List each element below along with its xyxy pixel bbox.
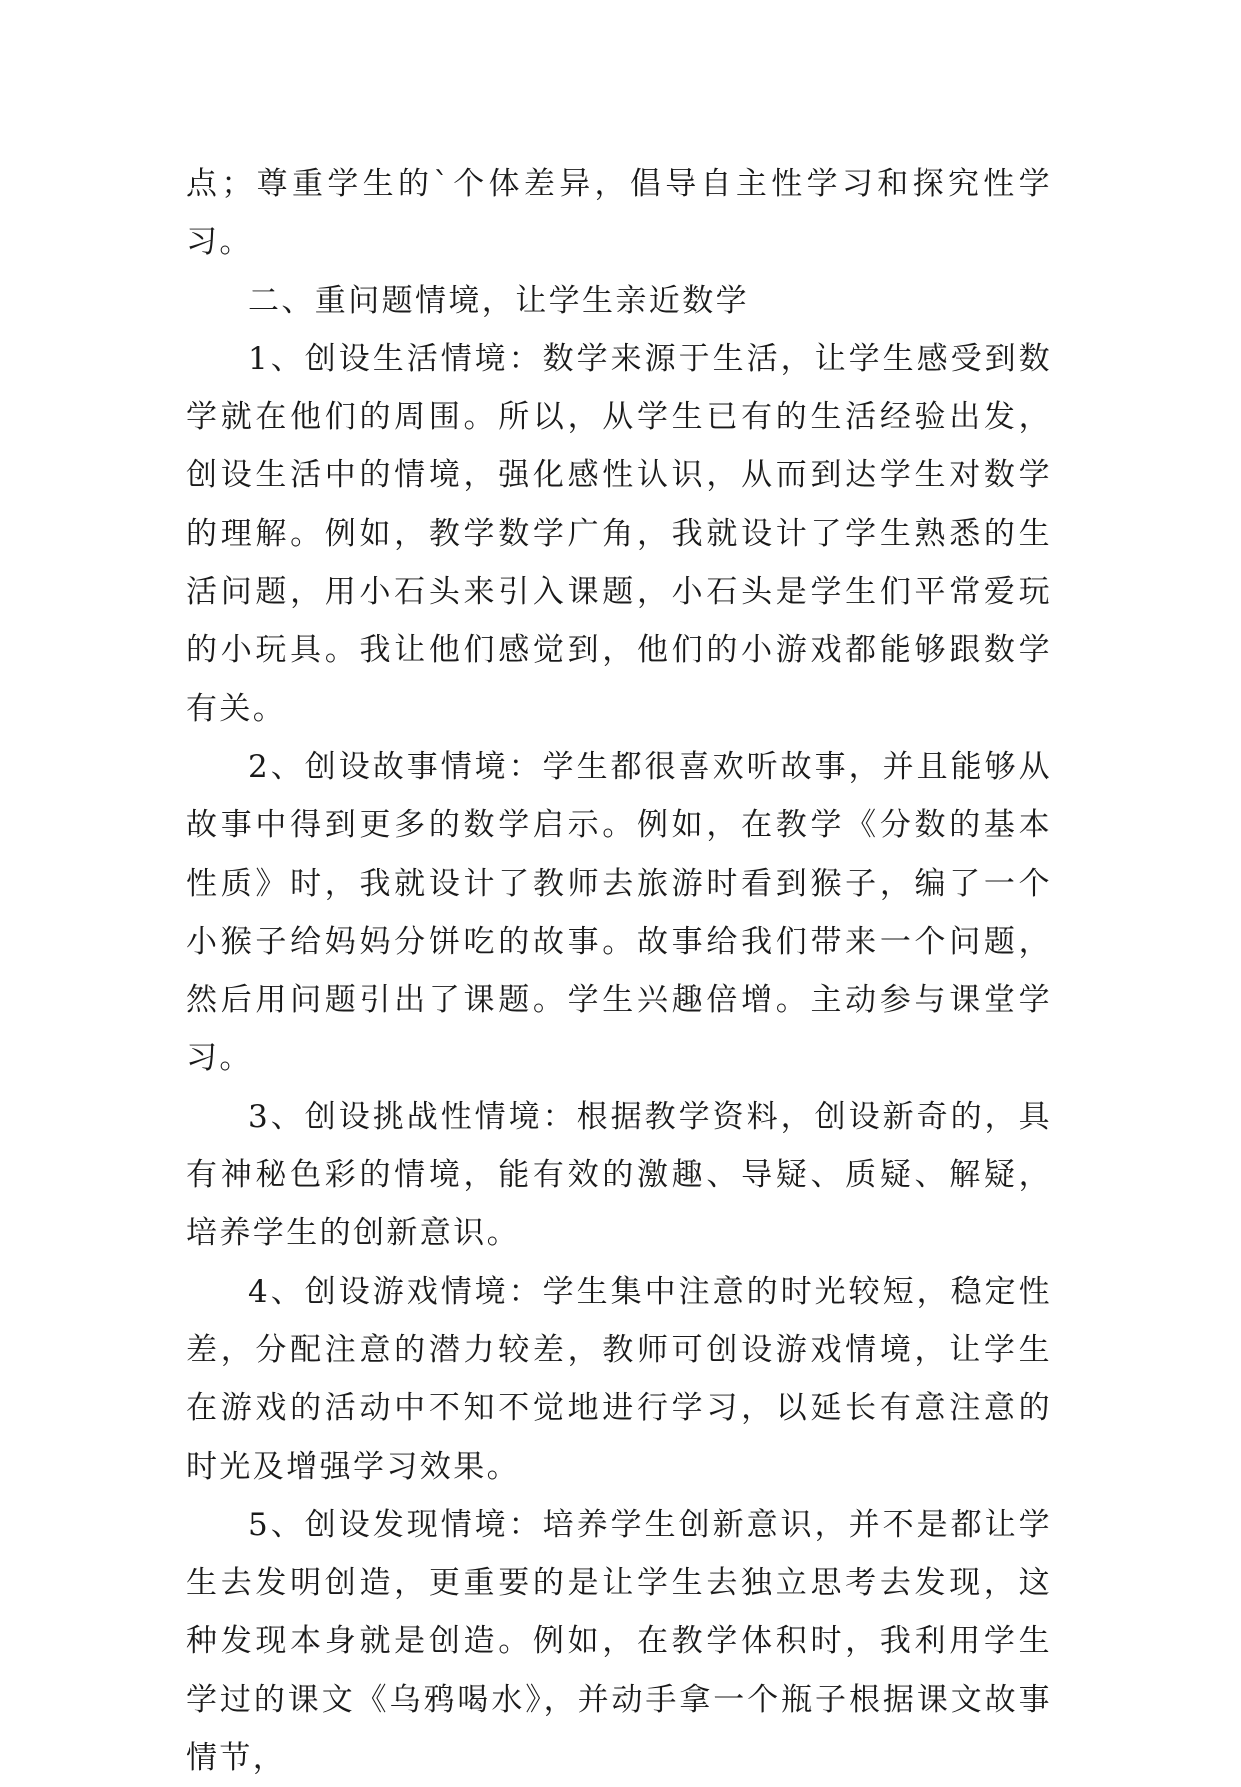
document-body <box>186 155 1052 1787</box>
paragraph-life-situation: 1、创设生活情境：数学来源于生活，让学生感受到数学就在他们的周围。所以，从学生已有的生活经验出发，创设生活中的情境，强化感性认识，从而到达学生对数学的理解。例如，教学数学广角，我就设计了学生熟悉的生活问题，用小石头来引入课题，小石头是学生们平常爱玩的小玩具。我让他们感觉到，他们的小游戏都能够跟数学有关。 <box>186 340 1052 727</box>
paragraph-challenge-situation: 3、创设挑战性情境：根据教学资料，创设新奇的，具有神秘色彩的情境，能有效的激趣、导疑、质疑、解疑，培养学生的创新意识。 <box>186 1098 1052 1252</box>
paragraph-story-situation: 2、创设故事情境：学生都很喜欢听故事，并且能够从故事中得到更多的数学启示。例如，在教学《分数的基本性质》时，我就设计了教师去旅游时看到猴子，编了一个小猴子给妈妈分饼吃的故事。故事给我们带来一个问题，然后用问题引出了课题。学生兴趣倍增。主动参与课堂学习。 <box>186 748 1052 1077</box>
paragraph-continuation: 点；尊重学生的`个体差异，倡导自主性学习和探究性学习。 <box>186 166 1052 261</box>
paragraph-discovery-situation: 5、创设发现情境：培养学生创新意识，并不是都让学生去发明创造，更重要的是让学生去独立思考去发现，这种发现本身就是创造。例如，在教学体积时，我利用学生学过的课文《乌鸦喝水》，并动手拿一个瓶子根据课文故事情节， <box>186 1506 1052 1777</box>
section-heading: 二、重问题情境，让学生亲近数学 <box>248 282 749 319</box>
paragraph-game-situation: 4、创设游戏情境：学生集中注意的时光较短，稳定性差，分配注意的潜力较差，教师可创设游戏情境，让学生在游戏的活动中不知不觉地进行学习，以延长有意注意的时光及增强学习效果。 <box>186 1273 1052 1485</box>
